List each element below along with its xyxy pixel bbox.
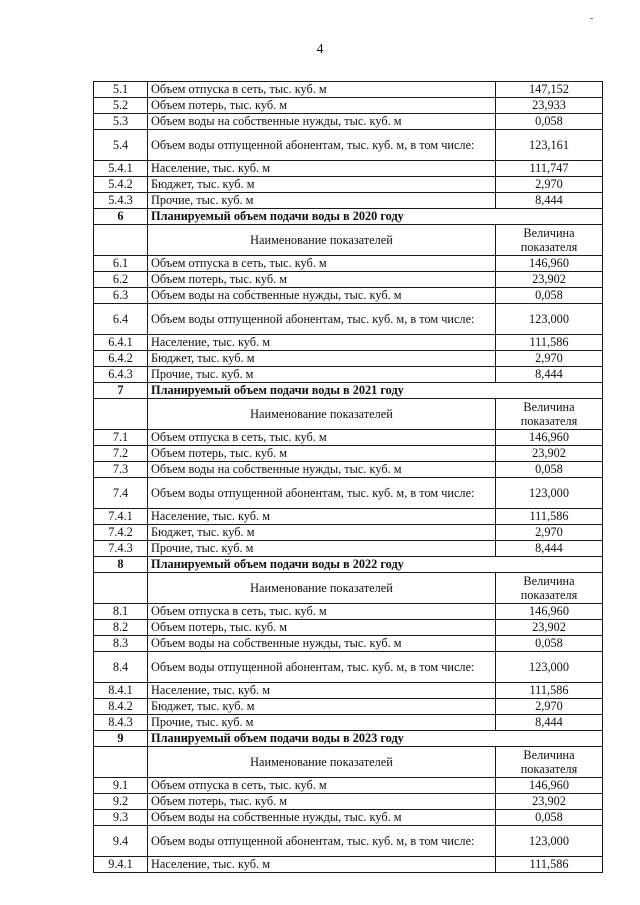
row-number: 9.4 (94, 826, 148, 857)
row-number: 8.4.3 (94, 715, 148, 731)
row-number: 9.4.1 (94, 857, 148, 873)
page-number: 4 (316, 42, 324, 57)
row-value: 23,902 (496, 794, 603, 810)
row-value: 23,902 (496, 446, 603, 462)
row-value: 146,960 (496, 430, 603, 446)
header-name: Наименование показателей (148, 747, 496, 778)
table-row (94, 604, 603, 620)
row-name: Объем отпуска в сеть, тыс. куб. м (148, 778, 496, 794)
section-number: 6 (94, 209, 148, 225)
row-value: 111,586 (496, 335, 603, 351)
header-name: Наименование показателей (148, 225, 496, 256)
header-number-cell (94, 573, 148, 604)
row-value: 146,960 (496, 256, 603, 272)
row-name: Бюджет, тыс. куб. м (148, 351, 496, 367)
section-row (94, 383, 603, 399)
row-value: 2,970 (496, 525, 603, 541)
row-name: Население, тыс. куб. м (148, 335, 496, 351)
row-name: Бюджет, тыс. куб. м (148, 699, 496, 715)
row-number: 5.3 (94, 114, 148, 130)
header-name: Наименование показателей (148, 573, 496, 604)
row-value: 8,444 (496, 193, 603, 209)
table-row (94, 636, 603, 652)
column-header-row (94, 573, 603, 604)
header-number-cell (94, 225, 148, 256)
header-number-cell (94, 747, 148, 778)
row-value: 0,058 (496, 636, 603, 652)
table-row (94, 272, 603, 288)
row-name: Объем потерь, тыс. куб. м (148, 98, 496, 114)
row-number: 6.1 (94, 256, 148, 272)
table-row (94, 794, 603, 810)
row-name: Прочие, тыс. куб. м (148, 541, 496, 557)
row-name: Объем воды отпущенной абонентам, тыс. куб. м, в том числе: (148, 130, 496, 161)
row-name: Объем воды на собственные нужды, тыс. куб. м (148, 636, 496, 652)
section-number: 8 (94, 557, 148, 573)
table-row (94, 161, 603, 177)
row-number: 7.2 (94, 446, 148, 462)
section-title: Планируемый объем подачи воды в 2021 году (148, 383, 603, 399)
row-name: Объем потерь, тыс. куб. м (148, 794, 496, 810)
table-row (94, 541, 603, 557)
row-name: Объем отпуска в сеть, тыс. куб. м (148, 604, 496, 620)
row-number: 5.4.1 (94, 161, 148, 177)
table-row (94, 288, 603, 304)
header-name: Наименование показателей (148, 399, 496, 430)
table-row (94, 82, 603, 98)
row-name: Население, тыс. куб. м (148, 161, 496, 177)
row-name: Население, тыс. куб. м (148, 509, 496, 525)
row-name: Объем воды на собственные нужды, тыс. куб. м (148, 288, 496, 304)
table-row (94, 193, 603, 209)
table-row (94, 857, 603, 873)
row-number: 8.4 (94, 652, 148, 683)
column-header-row (94, 225, 603, 256)
header-number-cell (94, 399, 148, 430)
row-value: 8,444 (496, 715, 603, 731)
table-row (94, 778, 603, 794)
row-name: Бюджет, тыс. куб. м (148, 177, 496, 193)
row-value: 111,747 (496, 161, 603, 177)
row-name: Бюджет, тыс. куб. м (148, 525, 496, 541)
row-name: Объем отпуска в сеть, тыс. куб. м (148, 82, 496, 98)
row-value: 0,058 (496, 288, 603, 304)
row-name: Прочие, тыс. куб. м (148, 367, 496, 383)
row-value: 111,586 (496, 683, 603, 699)
row-value: 23,902 (496, 620, 603, 636)
row-value: 2,970 (496, 351, 603, 367)
table-row (94, 351, 603, 367)
row-value: 123,161 (496, 130, 603, 161)
row-number: 7.4.3 (94, 541, 148, 557)
row-name: Объем воды на собственные нужды, тыс. куб. м (148, 462, 496, 478)
row-number: 8.4.2 (94, 699, 148, 715)
table-row (94, 525, 603, 541)
row-number: 7.4.2 (94, 525, 148, 541)
table-row (94, 177, 603, 193)
row-number: 6.4 (94, 304, 148, 335)
row-value: 2,970 (496, 177, 603, 193)
row-value: 23,902 (496, 272, 603, 288)
row-name: Объем воды на собственные нужды, тыс. куб. м (148, 810, 496, 826)
row-name: Прочие, тыс. куб. м (148, 715, 496, 731)
row-value: 0,058 (496, 462, 603, 478)
section-title: Планируемый объем подачи воды в 2022 году (148, 557, 603, 573)
row-value: 111,586 (496, 857, 603, 873)
table-row (94, 699, 603, 715)
table-row (94, 620, 603, 636)
row-number: 9.2 (94, 794, 148, 810)
table-row (94, 256, 603, 272)
row-value: 0,058 (496, 114, 603, 130)
row-value: 2,970 (496, 699, 603, 715)
row-name: Объем потерь, тыс. куб. м (148, 446, 496, 462)
table-row (94, 715, 603, 731)
row-number: 8.4.1 (94, 683, 148, 699)
row-name: Объем воды отпущенной абонентам, тыс. куб. м, в том числе: (148, 304, 496, 335)
table-row (94, 509, 603, 525)
row-value: 146,960 (496, 604, 603, 620)
table-row (94, 304, 603, 335)
row-number: 7.4.1 (94, 509, 148, 525)
table-row (94, 446, 603, 462)
row-value: 123,000 (496, 652, 603, 683)
header-value: Величина показателя (496, 399, 603, 430)
table-row (94, 810, 603, 826)
row-number: 8.1 (94, 604, 148, 620)
row-number: 9.1 (94, 778, 148, 794)
row-name: Население, тыс. куб. м (148, 857, 496, 873)
row-number: 6.4.3 (94, 367, 148, 383)
table-row (94, 826, 603, 857)
row-value: 147,152 (496, 82, 603, 98)
row-name: Население, тыс. куб. м (148, 683, 496, 699)
row-value: 0,058 (496, 810, 603, 826)
row-number: 7.1 (94, 430, 148, 446)
section-title: Планируемый объем подачи воды в 2023 году (148, 731, 603, 747)
table-row (94, 683, 603, 699)
row-number: 5.1 (94, 82, 148, 98)
row-value: 146,960 (496, 778, 603, 794)
section-row (94, 557, 603, 573)
row-value: 8,444 (496, 541, 603, 557)
row-value: 123,000 (496, 478, 603, 509)
row-number: 6.4.1 (94, 335, 148, 351)
table-row (94, 478, 603, 509)
row-name: Объем отпуска в сеть, тыс. куб. м (148, 430, 496, 446)
row-value: 123,000 (496, 826, 603, 857)
row-name: Объем воды на собственные нужды, тыс. куб. м (148, 114, 496, 130)
table-row (94, 462, 603, 478)
table-row (94, 335, 603, 351)
row-name: Объем потерь, тыс. куб. м (148, 620, 496, 636)
row-number: 9.3 (94, 810, 148, 826)
row-number: 5.2 (94, 98, 148, 114)
column-header-row (94, 399, 603, 430)
row-number: 6.4.2 (94, 351, 148, 367)
header-value: Величина показателя (496, 225, 603, 256)
row-name: Объем воды отпущенной абонентам, тыс. куб. м, в том числе: (148, 652, 496, 683)
row-number: 8.3 (94, 636, 148, 652)
row-name: Объем потерь, тыс. куб. м (148, 272, 496, 288)
row-number: 6.3 (94, 288, 148, 304)
row-name: Объем воды отпущенной абонентам, тыс. куб. м, в том числе: (148, 478, 496, 509)
section-number: 9 (94, 731, 148, 747)
header-value: Величина показателя (496, 573, 603, 604)
row-name: Прочие, тыс. куб. м (148, 193, 496, 209)
row-value: 23,933 (496, 98, 603, 114)
row-number: 7.3 (94, 462, 148, 478)
row-name: Объем отпуска в сеть, тыс. куб. м (148, 256, 496, 272)
row-number: 5.4.3 (94, 193, 148, 209)
row-number: 6.2 (94, 272, 148, 288)
table-row (94, 98, 603, 114)
row-number: 8.2 (94, 620, 148, 636)
row-number: 5.4.2 (94, 177, 148, 193)
header-value: Величина показателя (496, 747, 603, 778)
section-row (94, 209, 603, 225)
section-title: Планируемый объем подачи воды в 2020 году (148, 209, 603, 225)
table-row (94, 652, 603, 683)
table-row (94, 367, 603, 383)
scan-artifact (590, 18, 593, 19)
table-row (94, 130, 603, 161)
table-body (94, 82, 603, 873)
section-row (94, 731, 603, 747)
column-header-row (94, 747, 603, 778)
section-number: 7 (94, 383, 148, 399)
row-number: 5.4 (94, 130, 148, 161)
table-row (94, 430, 603, 446)
water-supply-table (93, 81, 603, 873)
row-value: 111,586 (496, 509, 603, 525)
row-value: 8,444 (496, 367, 603, 383)
row-value: 123,000 (496, 304, 603, 335)
row-name: Объем воды отпущенной абонентам, тыс. куб. м, в том числе: (148, 826, 496, 857)
table-row (94, 114, 603, 130)
row-number: 7.4 (94, 478, 148, 509)
